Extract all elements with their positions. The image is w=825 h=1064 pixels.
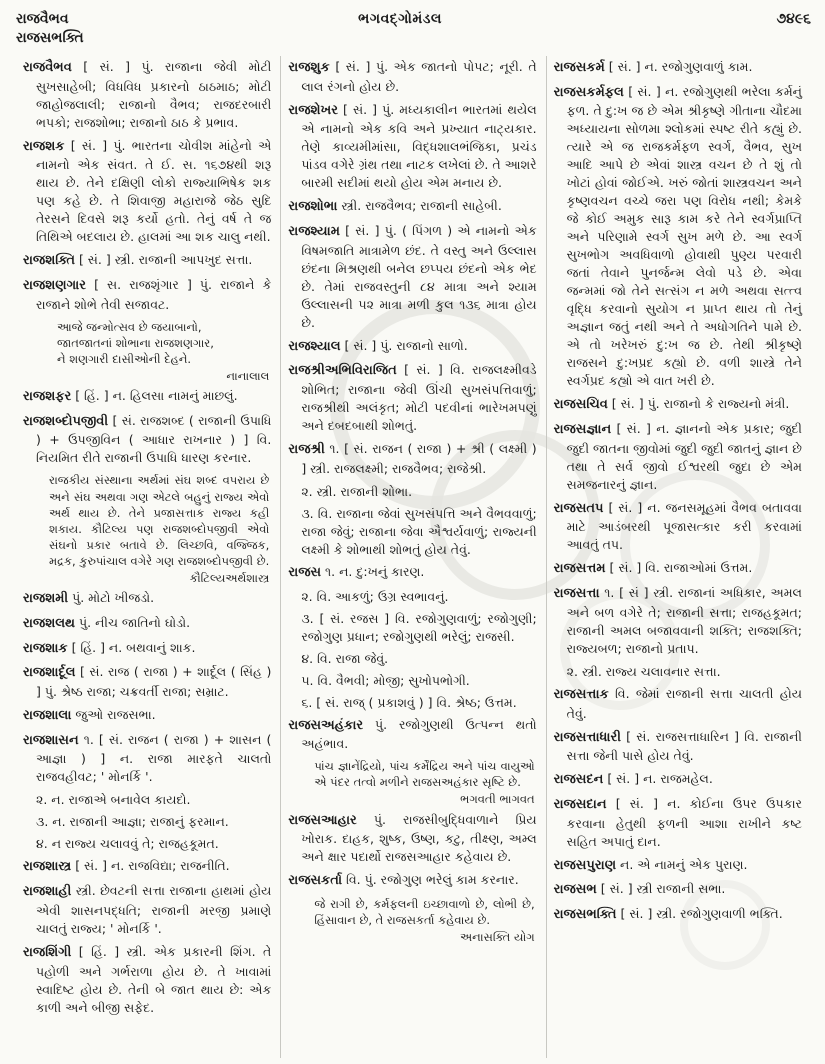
entry-headword: રાજસત્તા	[553, 586, 600, 602]
dict-entry	[288, 871, 536, 891]
entry-definition: [ સં. રાજ ( રાજા ) + શાર્દૂલ ( સિંહ ) ] પું. શ્રેષ્ઠ રાજા; ચક્રવર્તી રાજા; સમ્રાટ.	[36, 664, 272, 699]
entry-definition: વિ. જેમાં રાજાની સત્તા ચાલતી હોય તેવું.	[566, 685, 802, 721]
entry-definition: પું. રાજસીબુદ્ધિવાળાને પ્રિય ખોરાક. દાહક, શુષ્ક, ઉષ્ણ, કટુ, તીક્ષ્ણ, અમ્લ અને ક્ષાર પદાર્થો રાજસઆહાર કહેવાય છે.	[301, 811, 537, 865]
entry-headword: રાજશ્રી	[288, 442, 325, 458]
entry-sub-definition: ૫. વિ. વૈભવી; મોજી; સુખોપભોગી.	[301, 672, 470, 688]
entry-definition: [ સં. ] પું. ભારતના ચોવીશ માંહેનો એ નામનો એક સંવત. તે ઈ. સ. ૧૬૭૪થી શરૂ થાય છે. તેને દક્ષિણી લોકો રાજ્યાભિષેક શક પણ કહે છે. તે શિવાજી મહારાજે જેઠ સુદિ તેરસને દિવસે શરૂ કર્યો હતો. તેનું વર્ષ તે જ તિથિએ બદલાય છે. હાલમાં આ શક ચાલુ નથી.	[36, 137, 272, 245]
entry-definition: [ સં. ] પું. ( પિંગળ ) એ નામનો એક વિષમજાતિ માત્રામેળ છંદ. તે વસ્તુ અને ઉલ્લાસ છંદના મિશ્રણથી બનેલ છપ્પય છંદનો એક ભેદ છે. તેમાં રાજવસ્તુની ૮૪ માત્રા અને શ્યામ ઉલ્લાસની ૫૨ માત્રા મળી કુલ ૧૩૬ માત્રા હોય છે.	[301, 222, 537, 330]
dict-entry	[23, 276, 271, 314]
entry-headword: રાજશ્યાલ	[288, 338, 341, 354]
entry-headword: રાજશણગાર	[23, 277, 86, 293]
entry-definition: [ સં. ] ન. જનસમૂહમાં વૈભવ બતાવવા માટે આડંબરથી પૂજાસત્કાર કરી કરવામાં આવતું તપ.	[566, 499, 802, 553]
citation-source: ભગવતી ભાગવત	[460, 792, 535, 807]
dict-entry	[288, 101, 536, 193]
entry-definition: [ સં. ] ન. જ્ઞાનનો એક પ્રકાર; જુદી જુદી જાતના જીવોમાં જુદી જુદી જાતનું જ્ઞાન છે તથા તે સર્વ જીવો ઈશ્વરથી જુદા છે એમ સમજનારનું જ્ઞાન.	[566, 420, 802, 492]
entry-definition: [ સં. ] વિ. રાજલક્ષ્મીવડે શોભિત; રાજાના જેવી ઊંચી સુખસંપત્તિવાળું; રાજશ્રીથી અલંકૃત; મોટી પદવીનાં ભારેખમપણું અને દબદબાથી શોભતું.	[301, 362, 537, 434]
entry-headword: રાજસઅહંકાર	[288, 717, 364, 733]
entry-headword: રાજશ્રીઅભિવિરાજિત	[288, 363, 397, 379]
entry-definition: [ સં. ] પું. એક જાતનો પોપટ; નૂરી. તે લાલ રંગનો હોય છે.	[301, 58, 537, 94]
entry-definition: [ સં. ] ન. રજોગુણવાળું કામ.	[604, 58, 753, 74]
dict-entry	[23, 589, 271, 609]
dict-entry	[288, 361, 536, 435]
dict-entry	[23, 137, 271, 247]
dict-entry	[288, 440, 536, 478]
entry-headword: રાજશાર્દૂલ	[23, 665, 76, 681]
dict-entry	[288, 58, 536, 96]
dict-entry	[288, 197, 536, 217]
dict-entry	[23, 58, 271, 132]
page-header	[16, 10, 811, 48]
entry-sub-definition: ૩. ન. રાજાની આજ્ઞા; રાજાનું ફરમાન.	[36, 814, 229, 830]
entry-citation	[23, 472, 271, 586]
dict-entry	[23, 731, 271, 787]
dict-entry	[288, 563, 536, 583]
dict-entry	[288, 716, 536, 754]
citation-line: ને શણગારી દાસીઓની દેહને.	[57, 351, 192, 366]
entry-sub-definition: ૪. ન રાજ્ય ચલાવવું તે; રાજહકૂમત.	[36, 836, 219, 852]
entry-citation	[288, 758, 536, 807]
entry-sub-definition: ૪. વિ. રાજા જેવું.	[301, 650, 389, 666]
dict-entry	[23, 706, 271, 726]
dict-entry	[23, 943, 271, 1017]
dict-entry	[23, 857, 271, 877]
entry-citation	[288, 896, 536, 945]
entry-headword: રાજસતપ	[553, 500, 604, 516]
entry-sub-definition: ૩. [ સં. રજસ ] વિ. રજોગુણવાળું; રજોગુણી; રજોગુણ પ્રધાન; રજોગુણથી ભરેલું; રાજસી.	[301, 610, 537, 644]
entry-headword: રાજશાહી	[23, 884, 72, 900]
entry-definition: [ સં. ] પું. મધ્યકાલીન ભારતમાં થયેલ એ નામનો એક કવિ અને પ્રખ્યાત નાટ્યકાર. તેણે કાવ્યમીમાંસા, વિદ્ધશાલભંજિકા, પ્રચંડ પાંડવ વગેરે ગ્રંથ તથા નાટક લખેલાં છે. તે આશરે બારમી સદીમાં થયો હોય એમ મનાય છે.	[301, 101, 537, 191]
entry-headword: રાજશાલા	[23, 708, 72, 723]
entry-headword: રાજશબ્દોપજીવી	[23, 413, 109, 429]
entry-headword: રાજસકર્મ	[553, 59, 605, 75]
running-head-first-entry: રાજવૈભવ	[16, 11, 69, 27]
dict-entry	[554, 728, 802, 766]
entry-headword: રાજસકર્મફલ	[553, 84, 624, 100]
citation-line: રાજકીય સંસ્થાના અર્થમાં સંઘ શબ્દ વપરાય છે અને સંઘ અથવા ગણ એટલે બહુનું રાજ્ય એવો અર્થ થાય છે. તેને પ્રજાસત્તાક રાજ્ય કહી શકાય. કૌટિલ્ય પણ રાજશબ્દોપજીવી એવો સંઘનો પ્રકાર બતાવે છે. લિચ્છવિ, વજ્જિક, મદ્રક, કુરુપાંચાલ વગેરે ગણ રાજશબ્દોપજીવી છે.	[49, 473, 270, 568]
entry-headword: રાજસત્તાક	[553, 686, 609, 702]
entry-definition: [ સં. રાજસત્તાધારિન ] વિ. રાજાની સત્તા જેની પાસે હોય તેવું.	[566, 728, 802, 764]
citation-line: જાતજાતનાં શોભાના રાજશણગાર,	[57, 335, 214, 350]
entry-headword: રાજશિંગી	[23, 944, 72, 960]
entry-headword: રાજશફર	[23, 389, 72, 405]
entry-sub-definition: ૨. સ્ત્રી. રાજ્ય ચલાવનાર સત્તા.	[566, 663, 721, 679]
entry-headword: રાજસપુરાણ	[553, 857, 617, 873]
dict-entry	[554, 584, 802, 658]
entry-definition: [ હિં. ] ન. બથવાનું શાક.	[67, 639, 196, 655]
dict-entry	[23, 387, 271, 407]
entry-definition: [ સં. ] ન. રજોગુણથી ભરેલા કર્મનું ફળ. તે દુ:ખ જ છે એમ શ્રીકૃષ્ણે ગીતાના ચૌદમા અધ્યાયના સોળમા શ્લોકમાં સ્પષ્ટ રીતે કહ્યું છે. ત્યારે એ જ રાજકર્મફળ સ્વર્ગ, વૈભવ, સુખ આદિ આપે છે એવાં શાસ્ત્ર વચન છે તે શું તો ખોટાં હોવાં જોઈએ. ખરું જોતાં શાસ્ત્રવચન અને કૃષ્ણવચન વચ્ચે જરા પણ વિરોધ નથી; કેમકે જે કોઈ અમુક સારૂ કામ કરે તેને સ્વર્ગપ્રાપ્તિ અને પરિણામે સ્વર્ગ સુખ મળે છે. આ સ્વર્ગ સુખભોગ અવધિવાળો હોવાથી પુણ્ય પરવારી જતાં તેવાને પુનર્જન્મ લેવો પડે છે. એવા જન્મમાં જો તેને સત્સંગ ન મળે અથવા સત્ત્વ વૃદ્ધિ કરવાનો સુયોગ ન પ્રાપ્ત થાય તો તેનું અજ્ઞાન જતું નથી અને તે અધોગતિને પામે છે. એ તો ખરેખરું દુ:ખ જ છે. તેથી શ્રીકૃષ્ણે રાજસને દુ:ખપ્રદ કહ્યો છે. વળી શાસ્ત્રે તેને સ્વર્ગપ્રદ કહ્યો એ વાત ખરી છે.	[566, 83, 802, 389]
entry-definition: [ સં. ] ન. કોઈના ઉપર ઉપકાર કરવાના હેતુથી ફળની આશા રાખીને કષ્ટ સહિત અપાતું દાન.	[566, 795, 802, 849]
dict-entry	[23, 412, 271, 468]
entry-definition: ૧. [ સં. રાજન ( રાજા ) + શ્રી ( લક્ષ્મી ) ] સ્ત્રી. રાજલક્ષ્મી; રાજવૈભવ; રાજેશ્રી.	[301, 441, 537, 476]
entry-headword: રાજશાક	[23, 640, 68, 656]
dict-entry	[554, 83, 802, 391]
entry-headword: રાજસજ્ઞાન	[553, 421, 612, 437]
entry-definition: જુઓ રાજસભા.	[71, 707, 156, 722]
dict-entry	[554, 685, 802, 723]
entry-definition: [ સં. ] ન. રાજમહેલ.	[603, 771, 713, 787]
entry-definition: [ સં. ] પું. રાજાનો કે રાજ્યનો મંત્રી.	[607, 396, 790, 412]
dict-entry	[23, 663, 271, 701]
entry-headword: રાજશ્યામ	[288, 223, 340, 239]
running-head-last-entry: રાજસભક્તિ	[16, 29, 84, 46]
page-number: ૭૪૯૬	[776, 11, 811, 27]
citation-line: આજે જન્મોત્સવ છે જયાબાનો,	[57, 319, 202, 334]
dict-entry	[288, 337, 536, 357]
entry-definition: [ સં. ] સ્ત્રી રાજાની સભા.	[596, 881, 726, 897]
entry-citation	[23, 319, 271, 384]
entry-definition: [ સ. રાજશૃંગાર ] પું. રાજાને કે રાજાને શોભે તેવી સજાવટ.	[36, 276, 272, 312]
entry-headword: રાજશક્તિ	[23, 253, 75, 269]
entry-headword: રાજસભક્તિ	[553, 907, 617, 923]
citation-line: પાંચ જ્ઞાનેંદ્રિયો, પાંચ કર્મેંદ્રિય અને પાંચ વાયુઓ એ પંદર તત્વો મળીને રાજસઅહંકાર સૃષ્ટિ છે.	[314, 759, 535, 790]
entry-headword: રાજશાસન	[23, 732, 79, 748]
citation-source: કૌટિલ્યઅર્થશાસ્ત્ર	[189, 571, 270, 586]
entry-headword: રાજશોભા	[288, 199, 338, 215]
entry-definition: [ સં. ] ન. રાજવિદ્યા; રાજનીતિ.	[71, 858, 230, 874]
entry-headword: રાજશમી	[23, 591, 69, 607]
citation-line: જે રાગી છે, કર્મફલની ઇચ્છાવાળો છે, લોભી છે, હિંસાવાન છે, તે રાજસકર્તા કહેવાય છે.	[314, 896, 535, 928]
dict-entry	[554, 905, 802, 925]
entry-sub-definition: ૩. વિ. રાજાના જેવાં સુખસંપત્તિ અને વૈભવવાળું; રાજા જેવું; રાજાના જેવા ઐશ્વર્યવાળું; રાજ્યની લક્ષ્મી કે શોભાથી શોભતું હોય તેવું.	[301, 505, 537, 557]
dict-entry	[23, 882, 271, 938]
dict-entry	[288, 811, 536, 867]
dict-entry	[288, 222, 536, 332]
dict-entry	[554, 559, 802, 579]
entry-definition: ૧. [ સં. રાજન ( રાજા ) + શાસન ( આજ્ઞા ) ] ન. રાજા મારફતે ચાલતો રાજવહીવટ; ' મોનર્કિ '.	[36, 731, 272, 785]
dict-entry	[554, 420, 802, 494]
entry-definition: [ સં. ] પું. રાજાના જેવી મોટી સુખસાહેબી; વિધવિધ પ્રકારનો ઠાઠમાઠ; મોટી જાહોજલાલી; રાજાનો વૈભવ; રાજદરબારી ભપકો; રાજશોભા; રાજાનો ઠાઠ કે પ્રભાવ.	[36, 58, 272, 130]
entry-headword: રાજસભ	[553, 882, 597, 898]
entry-headword: રાજશેખર	[288, 102, 338, 118]
book-title: ભગવદ્ગોમંડલ	[358, 11, 442, 27]
entry-sub-definition: ૨. સ્ત્રી. રાજાની શોભા.	[301, 483, 413, 499]
entry-definition: પું. નીચ જાતિનો ઘોડો.	[75, 614, 191, 630]
entry-definition: સ્ત્રી. છેવટની સત્તા રાજાના હાથમાં હોય એવી શાસનપદ્ધતિ; રાજાની મરજી પ્રમાણે ચાલતું રાજ્ય; ' મોનર્કિ '.	[36, 883, 272, 936]
dict-entry	[554, 856, 802, 876]
entry-definition: ૧. ન. દુ:ખનું કારણ.	[321, 563, 425, 579]
entry-headword: રાજશાસ્ત્ર	[23, 859, 72, 875]
entry-headword: રાજવૈભવ	[23, 59, 72, 75]
entry-headword: રાજસદાન	[553, 796, 607, 812]
dict-entry	[554, 880, 802, 900]
citation-source: અનાસક્તિ યોગ	[460, 930, 535, 945]
dict-entry	[554, 499, 802, 555]
entry-sub-definition: ૨. વિ. આકળું; ઉગ્ર સ્વભાવનું.	[301, 588, 449, 604]
dict-entry	[23, 639, 271, 659]
entry-headword: રાજસચિવ	[553, 397, 608, 413]
dict-entry	[554, 58, 802, 78]
citation-source: નાનાલાલ	[226, 368, 270, 383]
entry-headword: રાજસત્તાધારી	[553, 729, 621, 745]
entry-definition: [ સં. રાજશબ્દ ( રાજાની ઉપાધિ ) + ઉપજીવિન ( આધાર રાખનાર ) ] વિ. નિયમિત રીતે રાજાની ઉપાધિ ધારણ કરનાર.	[36, 412, 272, 466]
entry-definition: [ સં. ] સ્ત્રી. રજોગુણવાળી ભક્તિ.	[616, 906, 783, 922]
entry-headword: રાજસદન	[553, 772, 604, 788]
entry-definition: ૧. [ સં ] સ્ત્રી. રાજાનાં અધિકાર, અમલ અને બળ વગેરે તે; રાજાની સત્તા; રાજહકૂમત; રાજાની અમલ બજાવવાની શક્તિ; રાજશક્તિ; રાજ્યબળ; રાજાનો પ્રતાપ.	[566, 585, 802, 656]
entry-sub-definition: ૨. ન. રાજાએ બનાવેલ કાયદો.	[36, 792, 191, 808]
dict-entry	[554, 795, 802, 851]
entry-definition: પું. રજોગુણથી ઉત્પન્ન થતો અહંભાવ.	[301, 716, 537, 752]
entry-headword: રાજશુક	[288, 59, 330, 75]
entry-definition: [ સં. ] પું. રાજાનો સાળો.	[340, 337, 468, 353]
dict-entry	[554, 395, 802, 415]
dict-entry	[23, 251, 271, 271]
entry-headword: રાજશક	[23, 138, 65, 154]
entry-headword: રાજસકર્તા	[288, 873, 343, 889]
entry-definition: ન. એ નામનું એક પુરાણ.	[616, 856, 748, 872]
entry-definition: [ હિં. ] ન. હિલસા નામનું માછલું.	[71, 388, 238, 404]
entry-headword: રાજસઆહાર	[288, 812, 357, 828]
entry-headword: રાજસ	[288, 564, 322, 580]
column-1	[16, 56, 280, 1058]
entry-headword: રાજશલથ	[23, 615, 76, 631]
entry-headword: રાજસત્તમ	[553, 561, 606, 577]
entry-definition: સ્ત્રી. રાજવૈભવ; રાજાની સાહેબી.	[337, 198, 502, 214]
entry-definition: [ સં. ] વિ. રાજાઓમાં ઉત્તમ.	[605, 560, 753, 576]
entry-definition: [ હિં. ] સ્ત્રી. એક પ્રકારની શિંગ. તે પહોળી અને ગર્ભરાળા હોય છે. તે ખાવામાં સ્વાદિષ્ટ હોય છે. તેની બે જાત થાય છે: એક કાળી અને બીજી સફેદ.	[36, 943, 272, 1015]
running-head-left	[16, 10, 84, 48]
entry-definition: [ સં. ] સ્ત્રી. રાજાની આપખુદ સત્તા.	[74, 252, 253, 268]
entry-sub-definition: ૬. [ સં. રાજ્ ( પ્રકાશવું ) ] વિ. શ્રેષ્ઠ; ઉત્તમ.	[301, 694, 517, 710]
entry-definition: વિ. પું. રજોગુણ ભરેલું કામ કરનાર.	[342, 872, 519, 888]
column-2	[280, 56, 545, 1058]
dict-entry	[23, 614, 271, 634]
text-columns	[16, 56, 811, 1058]
dict-entry	[554, 770, 802, 790]
column-3	[546, 56, 811, 1058]
entry-definition: પું. મોટો ખીજડો.	[68, 590, 155, 606]
